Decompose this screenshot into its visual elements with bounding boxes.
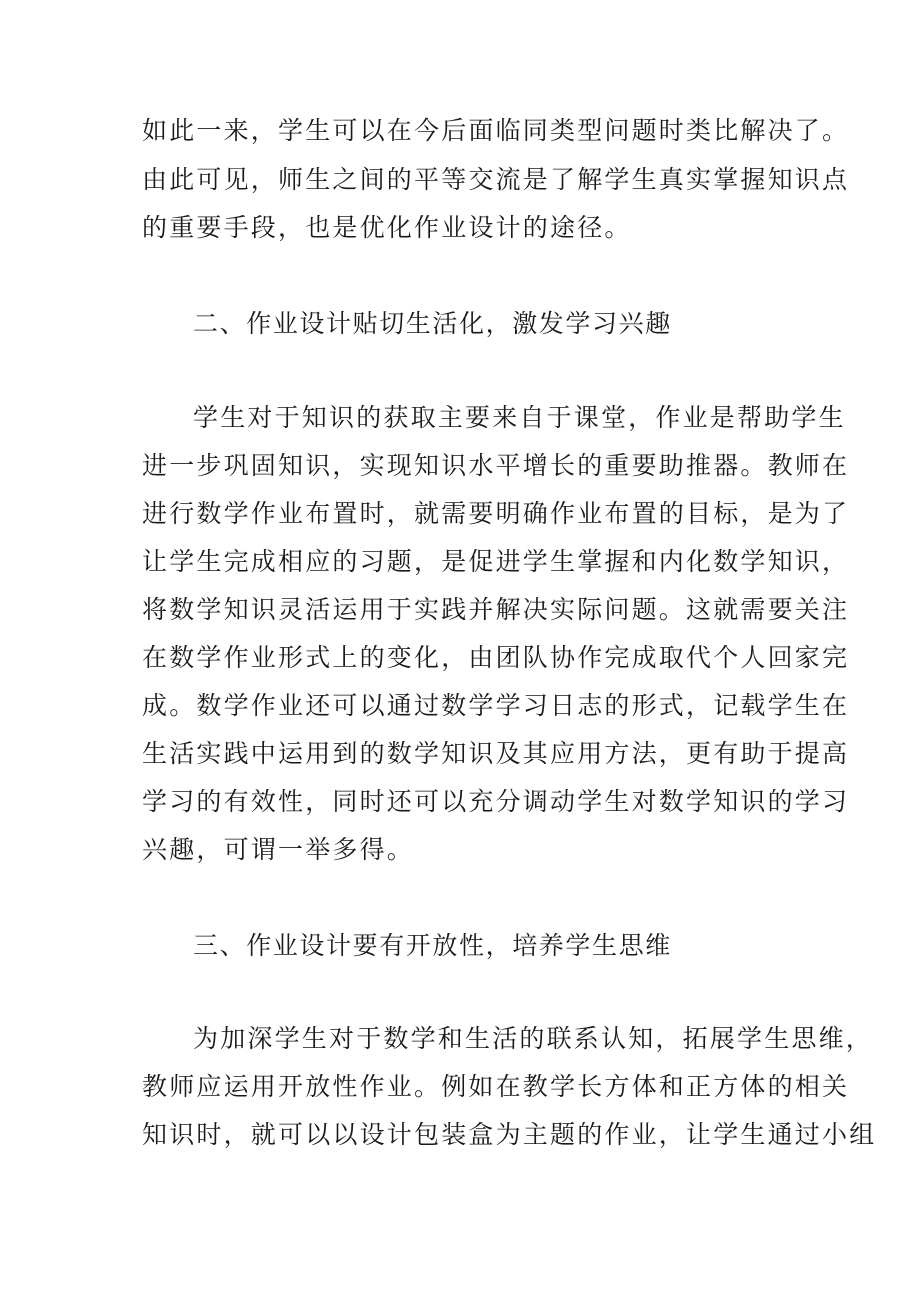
paragraph-line: 将数学知识灵活运用于实践并解决实际问题。这就需要关注	[142, 595, 850, 624]
paragraph-line: 进行数学作业布置时，就需要明确作业布置的目标，是为了	[142, 499, 850, 528]
paragraph-line: 兴趣，可谓一举多得。	[142, 835, 415, 864]
paragraph-line: 生活实践中运用到的数学知识及其应用方法，更有助于提高	[142, 739, 850, 768]
paragraph-line: 的重要手段，也是优化作业设计的途径。	[142, 213, 632, 242]
paragraph-line: 进一步巩固知识，实现知识水平增长的重要助推器。教师在	[142, 451, 850, 480]
section-heading-3: 三、作业设计要有开放性，培养学生思维	[193, 931, 672, 960]
paragraph-line: 知识时，就可以以设计包装盒为主题的作业，让学生通过小组	[142, 1120, 877, 1149]
paragraph-line: 如此一来，学生可以在今后面临同类型问题时类比解决了。	[142, 116, 850, 145]
paragraph-line: 在数学作业形式上的变化，由团队协作完成取代个人回家完	[142, 643, 850, 672]
paragraph-line: 成。数学作业还可以通过数学学习日志的形式，记载学生在	[142, 691, 850, 720]
section-heading-2: 二、作业设计贴切生活化，激发学习兴趣	[193, 309, 672, 338]
paragraph-line: 学生对于知识的获取主要来自于课堂，作业是帮助学生	[193, 403, 846, 432]
paragraph-line: 让学生完成相应的习题，是促进学生掌握和内化数学知识，	[142, 547, 850, 576]
paragraph-line: 由此可见，师生之间的平等交流是了解学生真实掌握知识点	[142, 165, 850, 194]
paragraph-line: 学习的有效性，同时还可以充分调动学生对数学知识的学习	[142, 787, 850, 816]
paragraph-line: 为加深学生对于数学和生活的联系认知，拓展学生思维，	[193, 1024, 874, 1053]
paragraph-line: 教师应运用开放性作业。例如在教学长方体和正方体的相关	[142, 1072, 850, 1101]
